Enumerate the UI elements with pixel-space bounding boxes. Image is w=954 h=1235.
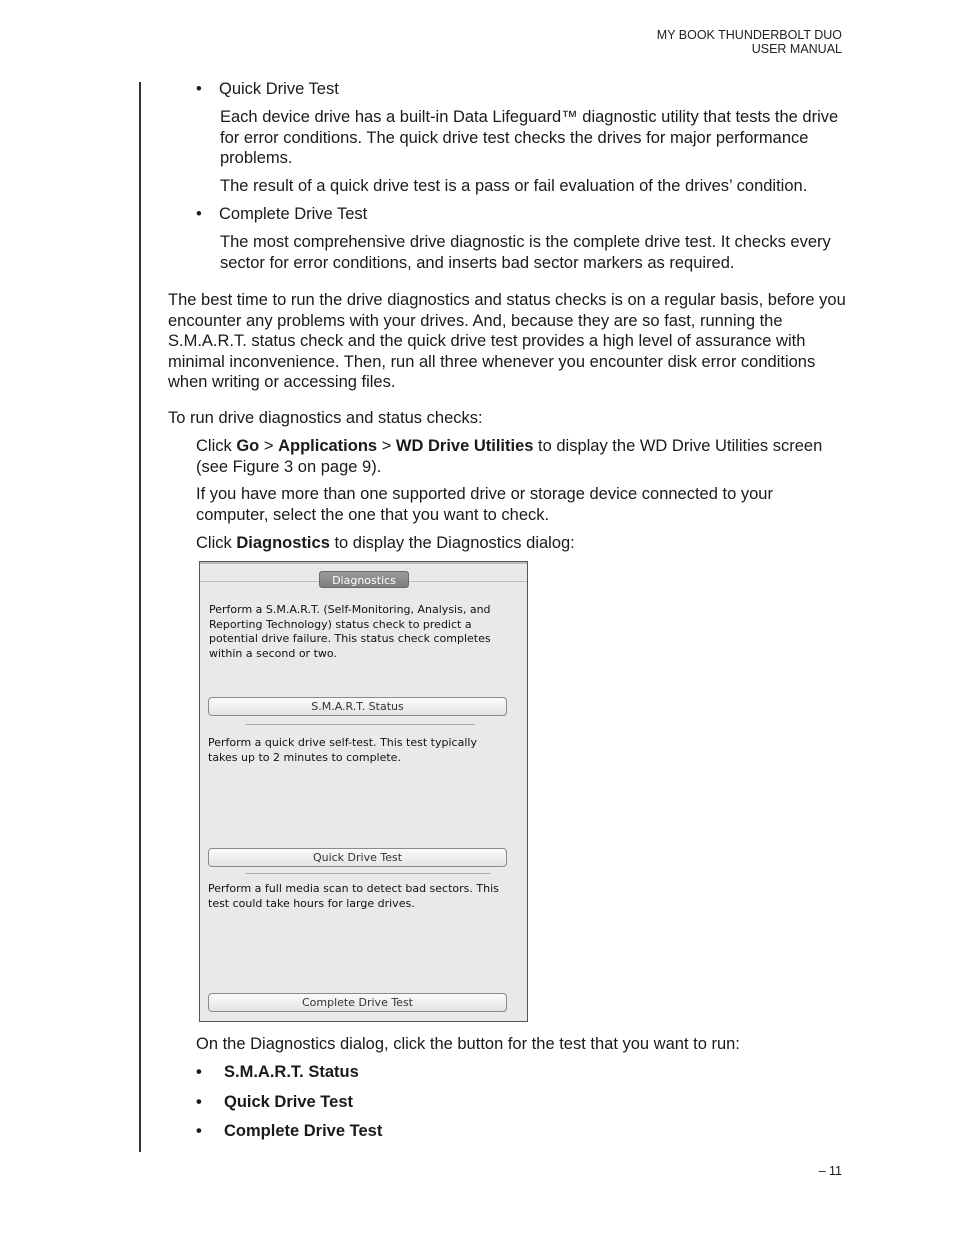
header-subtitle: USER MANUAL — [751, 42, 842, 56]
complete-test-description-dialog: Perform a full media scan to detect bad sectors. This test could take hours for large drives. — [208, 882, 499, 910]
header-title: MY BOOK THUNDERBOLT DUO — [656, 28, 842, 42]
bullet-label: Quick Drive Test — [219, 80, 339, 98]
menu-applications: Applications — [278, 437, 378, 455]
quick-test-result: The result of a quick drive test is a pass or fail evaluation of the drives’ condition. — [220, 177, 808, 195]
step-2: If you have more than one supported drive or storage device connected to your computer, select the one that you want to check. — [196, 485, 773, 524]
menu-go: Go — [236, 437, 260, 455]
step-text: > — [259, 437, 279, 455]
bullet-complete-drive-test — [196, 204, 367, 225]
list-item-label: Quick Drive Test — [224, 1092, 353, 1111]
bullet-dot: • — [196, 80, 202, 98]
list-item-label: Complete Drive Test — [224, 1122, 383, 1140]
step-text: Click — [196, 437, 237, 455]
step-text: > — [377, 437, 396, 455]
step-text: to display the Diagnostics dialog: — [329, 534, 575, 552]
page-number: – 11 — [818, 1164, 842, 1178]
list-item — [196, 1121, 596, 1142]
bullet-quick-drive-test — [196, 79, 339, 100]
dialog-title-tab[interactable]: Diagnostics — [319, 571, 409, 588]
step-3 — [196, 533, 846, 554]
bullet-dot: • — [196, 1122, 202, 1140]
change-bar — [139, 82, 141, 1152]
list-item — [196, 1062, 596, 1092]
bullet-dot: • — [196, 1063, 202, 1081]
complete-drive-test-button[interactable]: Complete Drive Test — [208, 993, 507, 1012]
running-header — [657, 28, 842, 56]
test-list — [196, 1062, 596, 1142]
quick-test-description-dialog: Perform a quick drive self-test. This test typically takes up to 2 minutes to complete. — [208, 736, 477, 764]
separator — [246, 724, 475, 725]
step-text: to display the WD Drive Utilities screen (see Figure 3 on page 9). — [196, 437, 823, 476]
complete-test-description: The most comprehensive drive diagnostic is the complete drive test. It checks every sector for error conditions, and inserts bad sector markers as required. — [220, 233, 831, 272]
quick-drive-test-button[interactable]: Quick Drive Test — [208, 848, 507, 867]
list-item — [196, 1092, 596, 1122]
quick-test-description: Each device drive has a built-in Data Lifeguard™ diagnostic utility that tests the drive for error conditions. The quick drive test checks the drives for major performance problems. — [220, 108, 839, 167]
procedure-intro: To run drive diagnostics and status checks: — [168, 409, 483, 427]
diagnostics-dialog — [199, 561, 528, 1022]
diagnostics-label: Diagnostics — [236, 534, 330, 552]
bullet-dot: • — [196, 205, 202, 223]
separator — [246, 873, 490, 874]
dialog-top-border — [200, 562, 527, 564]
step-text: Click — [196, 534, 237, 552]
bullet-dot: • — [196, 1092, 202, 1111]
smart-description: Perform a S.M.A.R.T. (Self-Monitoring, Analysis, and Reporting Technology) status check to predict a potential drive failure. This status check completes within a second or two. — [209, 603, 491, 660]
menu-wd-drive-utilities: WD Drive Utilities — [395, 437, 534, 455]
smart-status-button[interactable]: S.M.A.R.T. Status — [208, 697, 507, 716]
step-1 — [196, 436, 846, 477]
body-paragraph: The best time to run the drive diagnostics and status checks is on a regular basis, before you encounter any problems with your drives. And, because they are so fast, running the S.M.A.R.T. status check and the quick drive test provides a high level of assurance with minimal inconvenience. Then, run all three whenever you encounter disk error conditions when writing or accessing files. — [168, 291, 846, 391]
bullet-label: Complete Drive Test — [219, 205, 368, 223]
list-item-label: S.M.A.R.T. Status — [224, 1063, 359, 1081]
after-dialog-text: On the Diagnostics dialog, click the button for the test that you want to run: — [196, 1035, 740, 1053]
